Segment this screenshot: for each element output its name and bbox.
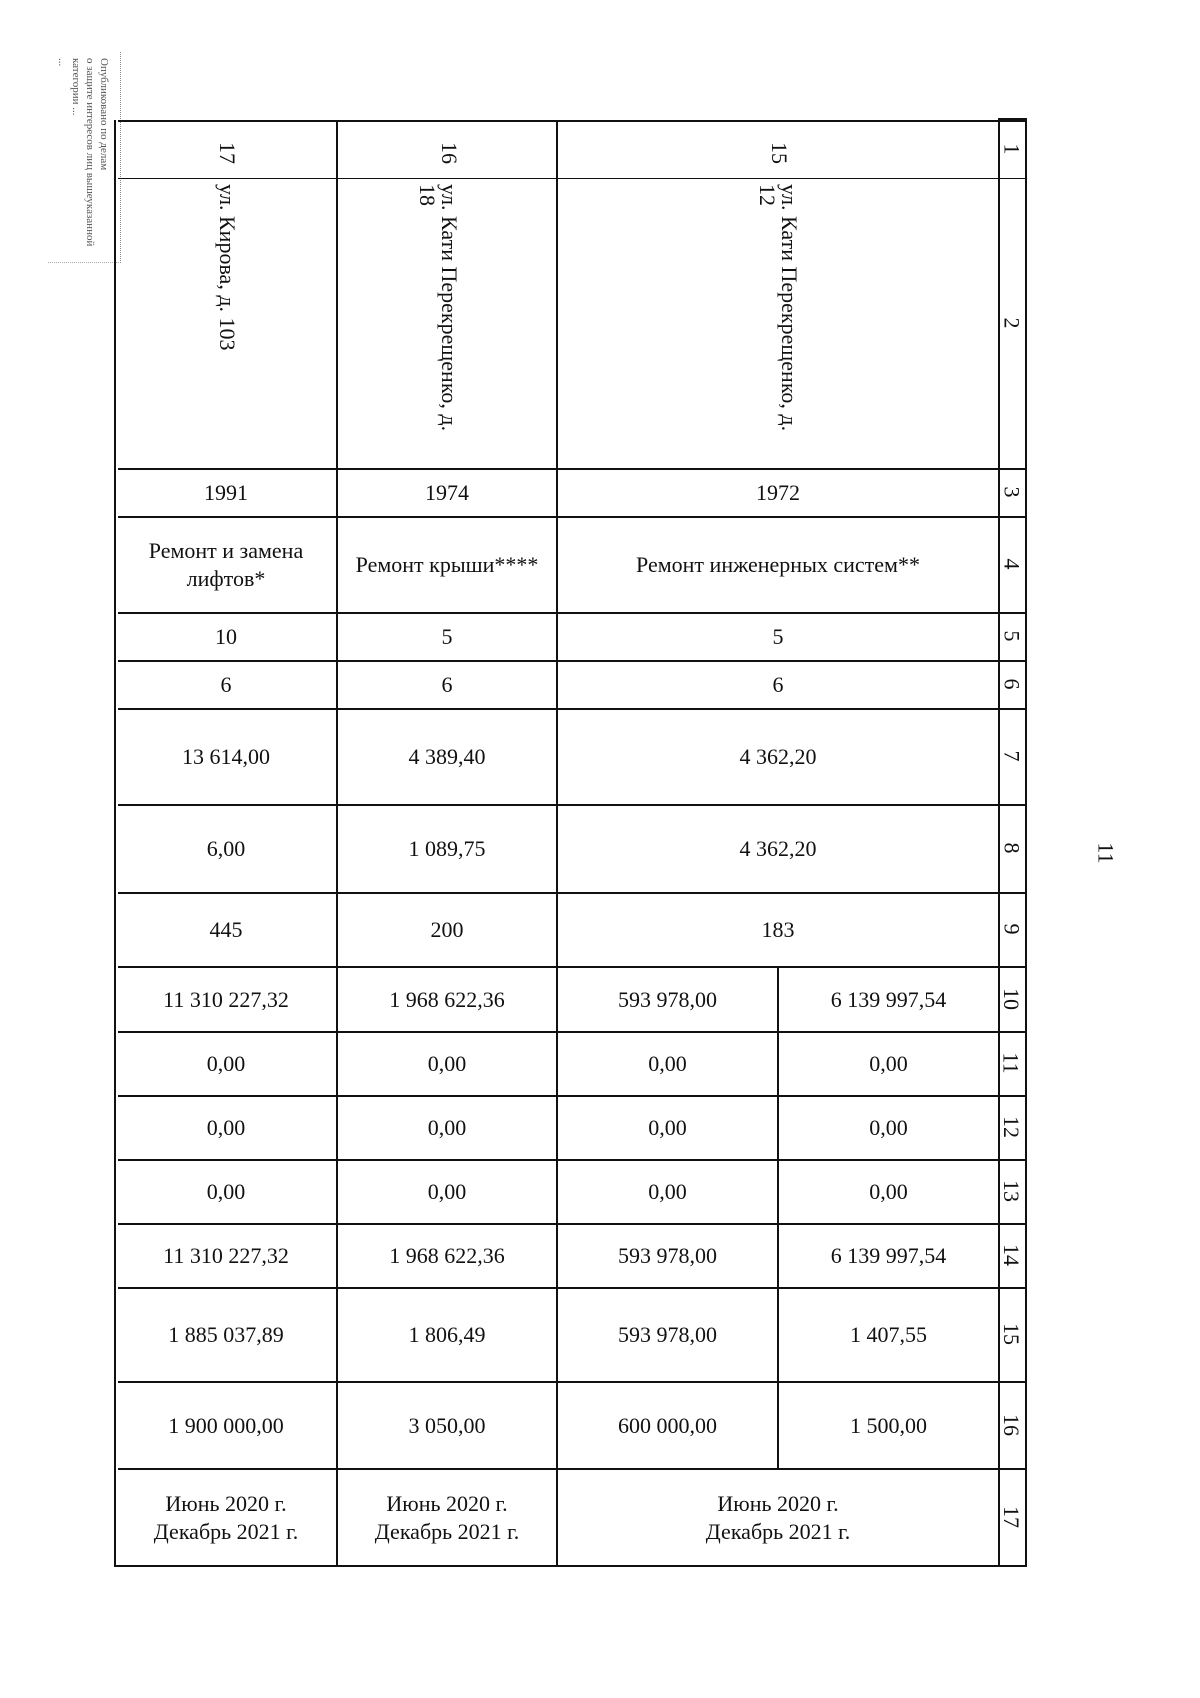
table-cell: 593 978,00 [618, 986, 717, 1012]
row-number: 16 [999, 1413, 1024, 1436]
column-number: 15 [767, 142, 792, 164]
row-number: 9 [999, 923, 1024, 935]
year-cell: 1991 [204, 480, 248, 505]
row-number: 7 [999, 750, 1024, 762]
table-cell: 4 362,20 [739, 836, 817, 861]
table-cell: 5 [772, 624, 784, 649]
row-number: 17 [999, 1505, 1024, 1528]
stamp-line: Опубликовано по делам [98, 58, 110, 171]
table-cell: 1 900 000,00 [168, 1412, 284, 1438]
row-number: 11 [999, 1052, 1024, 1074]
table-cell: 1 806,49 [408, 1322, 486, 1347]
table-cell: 1 968 622,36 [389, 1243, 505, 1268]
row-number: 1 [999, 143, 1024, 155]
table-cell: 0,00 [648, 1051, 687, 1076]
table-cell: 0,00 [427, 1051, 467, 1076]
table-cell: 11 310 227,32 [163, 1243, 289, 1268]
row-number: 2 [999, 317, 1024, 329]
table-cell: 5 [441, 624, 453, 649]
table-cell: 6,00 [206, 836, 246, 861]
table-cell: 6 [772, 672, 784, 697]
period-cell: Июнь 2020 г. Декабрь 2021 г. [374, 1490, 520, 1544]
table-cell: 0,00 [869, 1051, 908, 1076]
period-cell: Июнь 2020 г. Декабрь 2021 г. [705, 1490, 851, 1544]
table-cell: 200 [430, 917, 464, 942]
table-cell: 3 050,00 [408, 1412, 486, 1438]
stamp-line: ... [56, 58, 68, 67]
year-cell: 1972 [756, 480, 800, 505]
table-cell: 600 000,00 [618, 1412, 717, 1438]
work-type-cell: Ремонт крыши**** [355, 552, 539, 577]
column-number: 17 [215, 142, 240, 164]
table-cell: 0,00 [427, 1115, 467, 1140]
table-cell: 1 089,75 [408, 836, 486, 861]
table-cell: 0,00 [648, 1179, 687, 1204]
address-cell: ул. Кати Перекрещенко, д. 12 [755, 184, 802, 432]
stamp-line: категории ... [70, 58, 82, 116]
table-cell: 0,00 [869, 1115, 908, 1140]
table-cell: 4 362,20 [739, 744, 817, 769]
work-type-cell: Ремонт инженерных систем** [636, 552, 920, 577]
row-number: 4 [999, 558, 1024, 570]
table-cell: 183 [761, 917, 795, 942]
table-cell: 6 [441, 672, 453, 697]
row-number: 14 [999, 1244, 1024, 1266]
row-number: 12 [999, 1116, 1024, 1138]
table-cell: 0,00 [206, 1051, 246, 1076]
table-cell: 6 139 997,54 [830, 986, 947, 1012]
row-number: 3 [999, 486, 1024, 498]
table-cell: 1 885 037,89 [168, 1322, 284, 1347]
table-cell: 6 [220, 672, 232, 697]
table-cell: 593 978,00 [618, 1243, 717, 1268]
row-number: 10 [999, 987, 1024, 1010]
year-cell: 1974 [425, 480, 469, 505]
registration-stamp [48, 52, 121, 263]
table-cell: 10 [215, 624, 237, 649]
table-cell: 13 614,00 [182, 744, 270, 769]
table-cell: 6 139 997,54 [830, 1243, 947, 1268]
column-number: 16 [437, 142, 462, 164]
table-cell: 1 407,55 [850, 1322, 927, 1347]
period-cell: Июнь 2020 г. Декабрь 2021 г. [153, 1490, 299, 1544]
stamp-line: о защите интересов лиц вышеуказанной [84, 58, 96, 247]
row-number: 15 [999, 1323, 1024, 1345]
table-cell: 0,00 [648, 1115, 687, 1140]
address-cell: ул. Кати Перекрещенко, д. 18 [415, 184, 462, 432]
work-type-cell: Ремонт и замена лифтов* [148, 538, 304, 591]
table-cell: 593 978,00 [618, 1322, 717, 1347]
row-number: 13 [999, 1180, 1024, 1202]
row-number: 6 [999, 678, 1024, 690]
table-cell: 1 500,00 [850, 1412, 927, 1438]
table-cell: 4 389,40 [408, 744, 486, 769]
address-cell: ул. Кирова, д. 103 [215, 184, 240, 351]
page-number: 11 [1093, 842, 1119, 864]
row-number: 5 [999, 630, 1024, 642]
table-cell: 445 [209, 917, 243, 942]
table-cell: 0,00 [206, 1115, 246, 1140]
table-cell: 0,00 [206, 1179, 246, 1204]
table-cell: 0,00 [869, 1179, 908, 1204]
table-cell: 11 310 227,32 [163, 986, 289, 1012]
table-cell: 0,00 [427, 1179, 467, 1204]
table-cell: 1 968 622,36 [389, 986, 505, 1012]
row-number: 8 [999, 842, 1024, 854]
